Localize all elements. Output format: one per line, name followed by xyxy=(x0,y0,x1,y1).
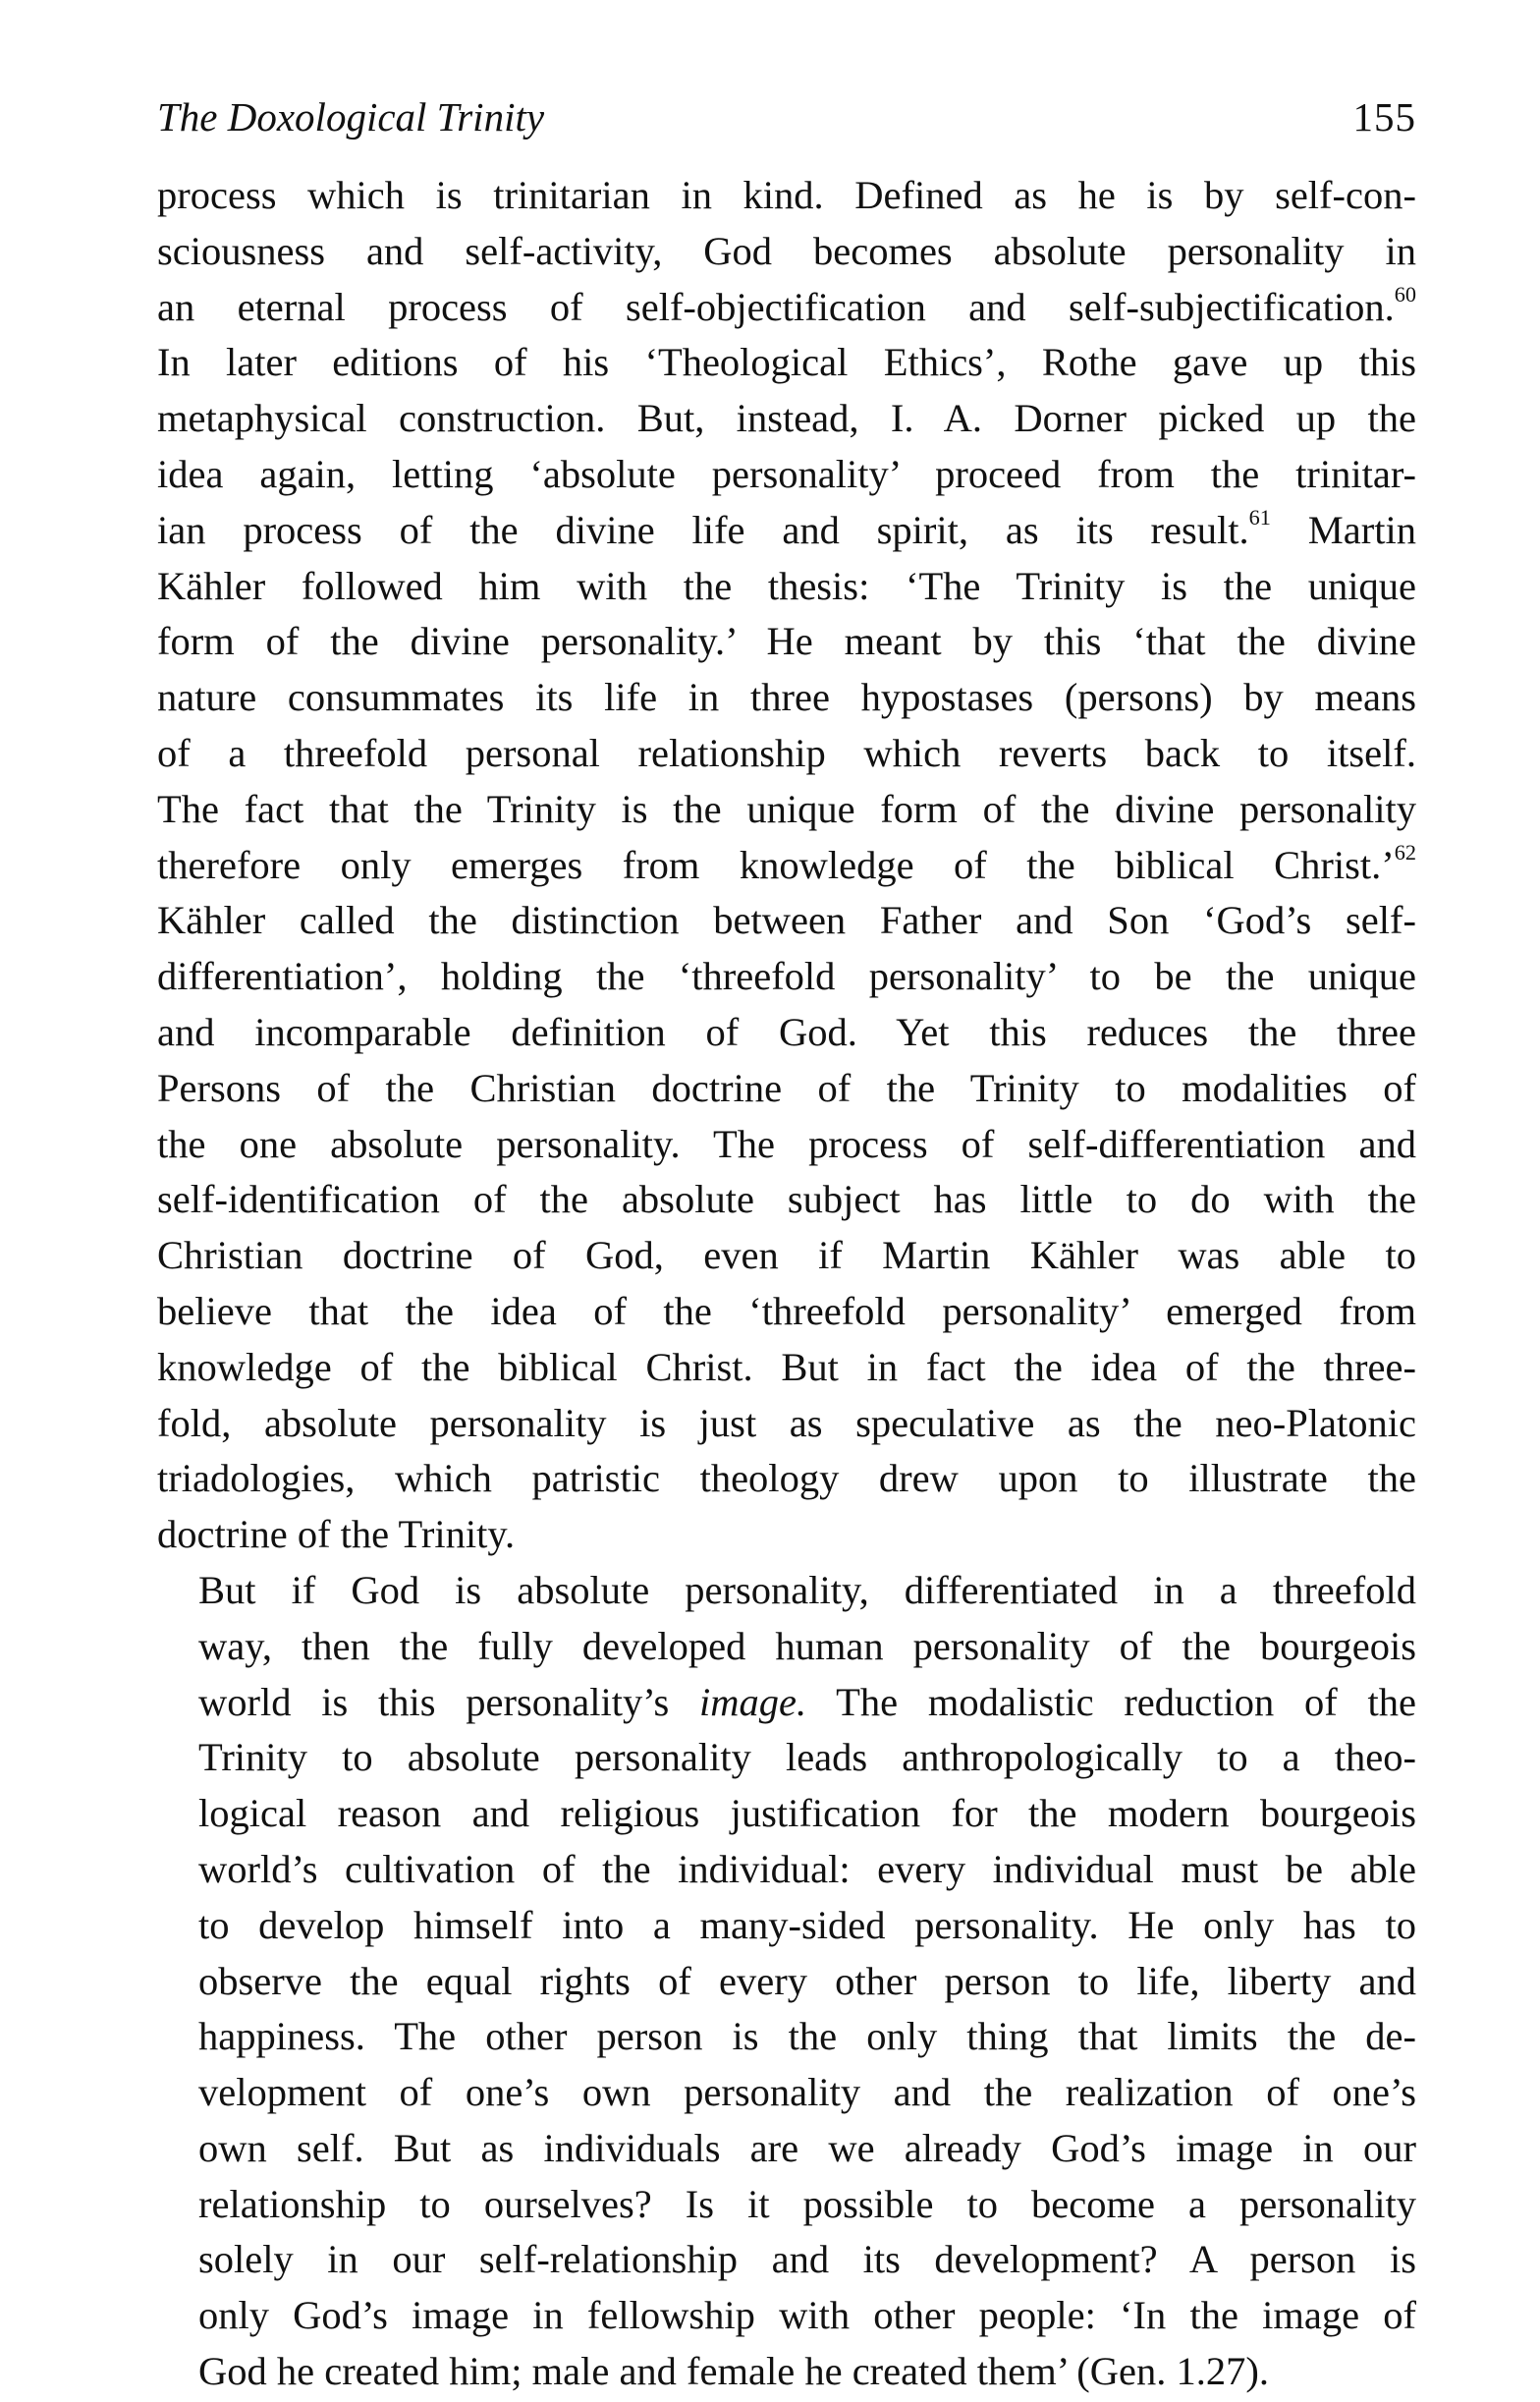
text-line: knowledge of the biblical Christ. But in fact the idea of the three- xyxy=(157,1344,1416,1389)
footnote-marker: 62 xyxy=(1394,839,1416,865)
text-line: Persons of the Christian doctrine of the Trinity to modalities of xyxy=(157,1065,1416,1110)
text-line: happiness. The other person is the only thing that limits the de- xyxy=(198,2014,1416,2059)
text-line: therefore only emerges from knowledge of the biblical Christ.’$^{62}$ xyxy=(157,839,1416,887)
text-line: believe that the idea of the ‘threefold personality’ emerged from xyxy=(157,1288,1416,1333)
text-line: doctrine of the Trinity. xyxy=(157,1512,516,1557)
footnote-marker: 61 xyxy=(1248,504,1271,530)
body-text xyxy=(157,168,1416,2400)
page-number: 155 xyxy=(1352,94,1416,140)
text-line: metaphysical construction. But, instead, I. A. Dorner picked up the xyxy=(157,396,1416,441)
paragraph xyxy=(157,1563,1416,2400)
text-line: In later editions of his ‘Theological Ethics’, Rothe gave up this xyxy=(157,340,1416,385)
text-line: world’s cultivation of the individual: every individual must be able xyxy=(198,1846,1416,1891)
text-line: to develop himself into a many-sided personality. He only has to xyxy=(198,1902,1416,1947)
footnote-marker: 60 xyxy=(1394,281,1416,307)
running-title: The Doxological Trinity xyxy=(157,94,545,140)
text-line: But if God is absolute personality, differentiated in a threefold xyxy=(198,1567,1416,1612)
text-line: God he created him; male and female he created them’ (Gen. 1.27). xyxy=(198,2349,1269,2394)
text-line: idea again, letting ‘absolute personality’ proceed from the trinitar- xyxy=(157,451,1416,496)
text-line: sciousness and self-activity, God becomes absolute personality in xyxy=(157,228,1416,273)
text-line: of a threefold personal relationship which reverts back to itself. xyxy=(157,730,1416,775)
text-line: relationship to ourselves? Is it possible to become a personality xyxy=(198,2181,1416,2226)
text-line: Trinity to absolute personality leads anthropologically to a theo- xyxy=(198,1735,1416,1780)
text-line: self-identification of the absolute subject has little to do with the xyxy=(157,1177,1416,1222)
text-line: world is this personality’s image. The modalistic reduction of the xyxy=(198,1679,1416,1724)
text-line: observe the equal rights of every other person to life, liberty and xyxy=(198,1958,1416,2003)
text-line: Kähler called the distinction between Father and Son ‘God’s self- xyxy=(157,898,1416,943)
text-line: differentiation’, holding the ‘threefold personality’ to be the unique xyxy=(157,954,1416,999)
text-line: own self. But as individuals are we already God’s image in our xyxy=(198,2125,1416,2170)
text-line: ian process of the divine life and spirit, as its result.$^{61}$ Martin xyxy=(157,504,1417,552)
text-line: and incomparable definition of God. Yet this reduces the three xyxy=(157,1009,1416,1054)
text-line: The fact that the Trinity is the unique form of the divine personality xyxy=(157,786,1416,831)
text-line: form of the divine personality.’ He meant by this ‘that the divine xyxy=(157,619,1416,664)
text-line: solely in our self-relationship and its development? A person is xyxy=(198,2237,1416,2282)
text-line: the one absolute personality. The process of self-differentiation and xyxy=(157,1121,1416,1166)
text-line: velopment of one’s own personality and the realization of one’s xyxy=(198,2070,1416,2115)
text-line: fold, absolute personality is just as speculative as the neo-Platonic xyxy=(157,1400,1416,1445)
text-line: triadologies, which patristic theology drew upon to illustrate the xyxy=(157,1456,1416,1501)
text-line: only God’s image in fellowship with other people: ‘In the image of xyxy=(198,2293,1416,2338)
text-line: an eternal process of self-objectification and self-subjectification.$^{60}$ xyxy=(157,281,1416,329)
text-line: process which is trinitarian in kind. Defined as he is by self-con- xyxy=(157,173,1416,217)
book-page xyxy=(157,93,1416,2400)
text-line: way, then the fully developed human personality of the bourgeois xyxy=(198,1623,1416,1668)
emphasis: image. xyxy=(699,1679,807,1724)
text-line: logical reason and religious justification for the modern bourgeois xyxy=(198,1791,1416,1836)
text-line: Christian doctrine of God, even if Martin Kähler was able to xyxy=(157,1233,1416,1278)
text-line: nature consummates its life in three hypostases (persons) by means xyxy=(157,675,1416,720)
text-line: Kähler followed him with the thesis: ‘The Trinity is the unique xyxy=(157,563,1416,608)
running-head xyxy=(157,93,1416,162)
paragraph xyxy=(157,168,1416,1563)
